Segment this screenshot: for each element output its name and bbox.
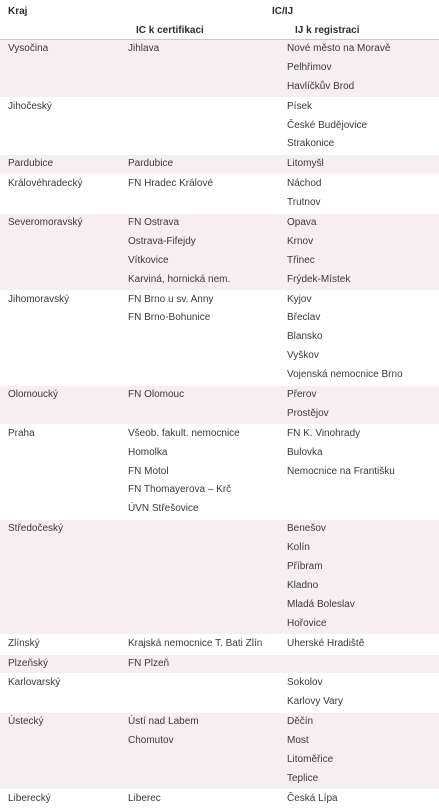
kraj-name: Severomoravský — [8, 217, 83, 229]
ic-empty — [128, 347, 287, 366]
ij-hospital: Mladá Boleslav — [287, 598, 355, 610]
ij-hospital: Teplice — [287, 772, 319, 784]
ic-hospital: Pardubice — [128, 158, 174, 170]
ij-hospital: Kladno — [287, 579, 319, 591]
table-body — [0, 40, 439, 810]
ij-hospital: Břeclav — [287, 312, 321, 324]
ij-hospital: Most — [287, 735, 309, 747]
ic-empty — [128, 674, 287, 693]
ij-hospital: Frýdek-Místek — [287, 273, 351, 285]
table-row — [0, 155, 439, 175]
cell-ic — [128, 386, 287, 424]
ij-hospital: Hořovice — [287, 617, 327, 629]
ij-hospital: Třinec — [287, 254, 315, 266]
ij-hospital: Pelhřimov — [287, 61, 332, 73]
ij-hospital: Bulovka — [287, 446, 323, 458]
ic-hospital: FN Hradec Králové — [128, 178, 214, 190]
table-row — [0, 386, 439, 425]
cell-ij — [287, 520, 439, 633]
ij-hospital: Česká Lípa — [287, 792, 338, 804]
kraj-name: Liberecký — [8, 792, 51, 804]
ic-empty — [128, 59, 287, 78]
ic-hospital: Vítkovice — [128, 254, 169, 266]
ic-hospital: Homolka — [128, 446, 168, 458]
cell-ij — [287, 40, 439, 97]
kraj-name: Pardubice — [8, 158, 54, 170]
cell-kraj — [0, 386, 128, 424]
ij-hospital: Litoměřice — [287, 753, 334, 765]
kraj-name: Jihočeský — [8, 100, 52, 112]
cell-ic — [128, 155, 287, 174]
ij-empty — [287, 500, 439, 519]
table-row — [0, 674, 439, 713]
cell-ij — [287, 635, 439, 654]
cell-kraj — [0, 291, 128, 385]
table-header-row — [0, 0, 439, 20]
cell-kraj — [0, 155, 128, 174]
ic-empty — [128, 78, 287, 97]
ij-hospital: Sokolov — [287, 677, 323, 689]
ic-hospital: FN Thomayerova – Krč — [128, 484, 232, 496]
cell-ij — [287, 655, 439, 674]
cell-kraj — [0, 713, 128, 789]
kraj-name: Jihomoravský — [8, 293, 70, 305]
cell-kraj — [0, 175, 128, 213]
table-row — [0, 98, 439, 156]
ij-hospital: Krnov — [287, 235, 314, 247]
ij-hospital: Písek — [287, 100, 313, 112]
ij-empty — [287, 481, 439, 500]
ic-empty — [128, 405, 287, 424]
ij-hospital: Benešov — [287, 523, 326, 535]
ic-hospital: FN Brno-Bohunice — [128, 312, 211, 324]
kraj-name: Karlovarský — [8, 677, 61, 689]
cell-ij — [287, 98, 439, 155]
cell-ic — [128, 214, 287, 290]
ij-hospital: Vyškov — [287, 350, 319, 362]
ic-empty — [128, 539, 287, 558]
table-row — [0, 713, 439, 790]
ij-hospital: FN K. Vinohrady — [287, 427, 361, 439]
ij-hospital: Kyjov — [287, 293, 312, 305]
ic-empty — [128, 520, 287, 539]
ic-empty — [128, 615, 287, 634]
table-row — [0, 40, 439, 98]
ic-empty — [128, 117, 287, 136]
cell-ic — [128, 635, 287, 654]
ic-empty — [128, 194, 287, 213]
ic-hospital: ÚVN Střešovice — [128, 503, 199, 515]
ij-empty — [287, 655, 439, 674]
cell-kraj — [0, 98, 128, 155]
cell-ic — [128, 790, 287, 809]
cell-ic — [128, 520, 287, 633]
cell-ic — [128, 40, 287, 97]
ic-empty — [128, 751, 287, 770]
kraj-name: Vysočina — [8, 43, 49, 54]
cell-ij — [287, 214, 439, 290]
ic-hospital: Ostrava-Fifejdy — [128, 235, 196, 247]
ic-empty — [128, 558, 287, 577]
cell-kraj — [0, 40, 128, 97]
ij-hospital: Karlovy Vary — [287, 696, 343, 708]
cell-ij — [287, 790, 439, 809]
cell-ic — [128, 175, 287, 213]
header-ic-ij: IC/IJ — [272, 6, 294, 17]
ic-hospital: Liberec — [128, 792, 161, 804]
ij-hospital: Blansko — [287, 331, 323, 343]
cell-ij — [287, 386, 439, 424]
ic-empty — [128, 693, 287, 712]
ic-empty — [128, 366, 287, 385]
ij-hospital: Uherské Hradiště — [287, 637, 365, 649]
cell-ic — [128, 713, 287, 789]
table-row — [0, 635, 439, 655]
ic-hospital: FN Brno u sv. Anny — [128, 293, 214, 305]
cell-ij — [287, 713, 439, 789]
cell-ic — [128, 674, 287, 712]
ic-hospital: Chomutov — [128, 735, 174, 747]
ij-hospital: Děčín — [287, 716, 314, 728]
header-kraj: Kraj — [8, 6, 28, 17]
ic-hospital: Krajská nemocnice T. Bati Zlín — [128, 637, 263, 649]
kraj-name: Zlínský — [8, 637, 40, 649]
kraj-name: Královéhradecký — [8, 178, 83, 190]
ij-hospital: Příbram — [287, 561, 323, 573]
cell-ij — [287, 155, 439, 174]
ic-hospital: Jihlava — [128, 43, 160, 54]
cell-kraj — [0, 674, 128, 712]
table-row — [0, 214, 439, 291]
ij-hospital: Přerov — [287, 389, 317, 401]
ic-hospital: Ústí nad Labem — [128, 716, 199, 728]
ic-empty — [128, 98, 287, 117]
ij-hospital: České Budějovice — [287, 119, 368, 131]
table-row — [0, 655, 439, 675]
kraj-name: Olomoucký — [8, 389, 59, 401]
ij-hospital: Havlíčkův Brod — [287, 80, 355, 92]
ij-hospital: Trutnov — [287, 197, 321, 209]
ic-empty — [128, 328, 287, 347]
cell-ij — [287, 175, 439, 213]
ij-hospital: Nové město na Moravě — [287, 43, 391, 54]
kraj-name: Ústecký — [8, 716, 44, 728]
ic-hospital: Karviná, hornická nem. — [128, 273, 231, 285]
ic-hospital: Všeob. fakult. nemocnice — [128, 427, 240, 439]
table-subheader-row — [0, 20, 439, 40]
ij-hospital: Kolín — [287, 542, 310, 554]
ic-empty — [128, 135, 287, 154]
ij-hospital: Strakonice — [287, 138, 335, 150]
cell-ic — [128, 655, 287, 674]
ic-hospital: FN Olomouc — [128, 389, 185, 401]
ic-hospital: FN Plzeň — [128, 657, 170, 669]
cell-ic — [128, 425, 287, 519]
cell-kraj — [0, 425, 128, 519]
cell-kraj — [0, 790, 128, 809]
ij-hospital: Opava — [287, 217, 317, 229]
ic-hospital: FN Ostrava — [128, 217, 180, 229]
ij-hospital: Prostějov — [287, 407, 329, 419]
kraj-name: Praha — [8, 427, 35, 439]
ic-empty — [128, 770, 287, 789]
cell-ij — [287, 291, 439, 385]
cell-ic — [128, 98, 287, 155]
cell-kraj — [0, 655, 128, 674]
ic-empty — [128, 596, 287, 615]
cell-ij — [287, 674, 439, 712]
kraj-name: Středočeský — [8, 523, 64, 535]
table-row — [0, 425, 439, 520]
ij-hospital: Vojenská nemocnice Brno — [287, 369, 403, 381]
kraj-name: Plzeňský — [8, 657, 49, 669]
header-ij-registrace: IJ k registraci — [295, 25, 360, 36]
ij-hospital: Nemocnice na Františku — [287, 465, 395, 477]
header-ic-certifikace: IC k certifikaci — [136, 25, 204, 36]
table-row — [0, 520, 439, 634]
ij-hospital: Náchod — [287, 178, 322, 190]
table-row — [0, 175, 439, 214]
ij-hospital: Litomyšl — [287, 158, 324, 170]
cell-kraj — [0, 214, 128, 290]
cell-ij — [287, 425, 439, 519]
ic-hospital: FN Motol — [128, 465, 169, 477]
cell-kraj — [0, 520, 128, 633]
ic-empty — [128, 577, 287, 596]
table-row — [0, 291, 439, 386]
cell-kraj — [0, 635, 128, 654]
cell-ic — [128, 291, 287, 385]
